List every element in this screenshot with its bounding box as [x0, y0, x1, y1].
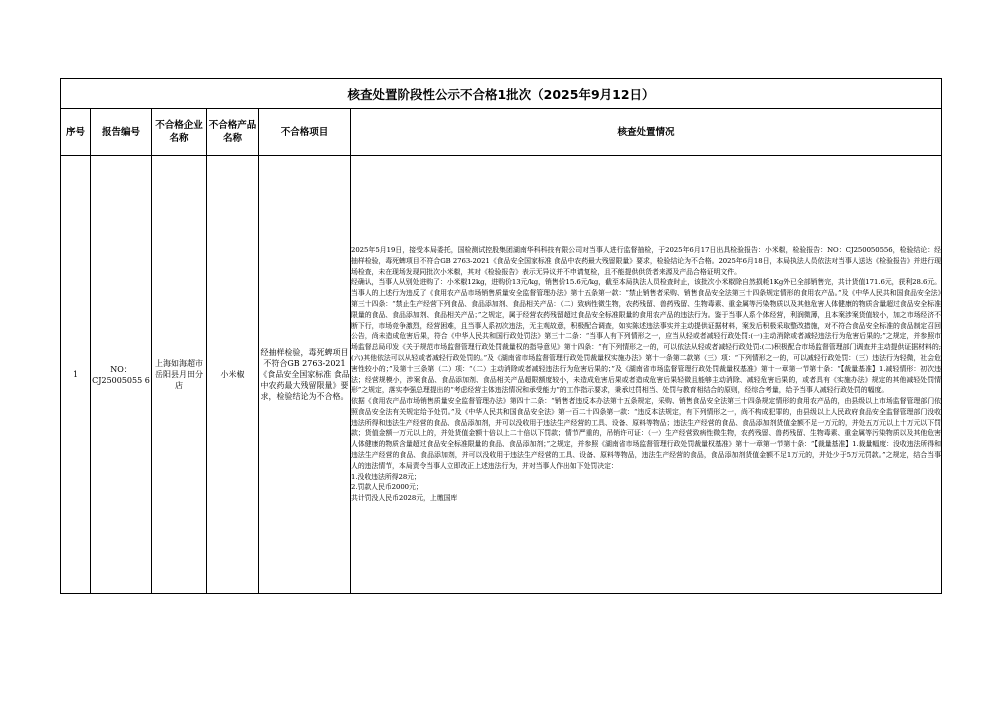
header-report-no: 报告编号	[91, 109, 152, 156]
header-product: 不合格产品名称	[207, 109, 259, 156]
situation-paragraph-3: 依据《食用农产品市场销售质量安全监督管理办法》第四十二条：“销售者违反本办法第十五条规定，采购、销售食品安全法第三十四条规定情形的食用农产品的，由县级以上市场监督管理部门依照食品安全法有关规定给予处罚。”及《中华人民共和国食品安全法》第一百二十四条第一款：“违反本法规定，有下列情形之一，尚不构成犯罪的，由县级以上人民政府食品安全监督管理部门没收违法所得和违法生产经营的食品、食品添加剂，并可以没收用于违法生产经营的工具、设备、原料等物品；违法生产经营的食品、食品添加剂货值金额不足一万元的，并处五万元以上十万元以下罚款；货值金额一万元以上的，并处货值金额十倍以上二十倍以下罚款；情节严重的，吊销许可证：（一）生产经营致病性微生物，农药残留、兽药残留、生物毒素、重金属等污染物质以及其他危害人体健康的物质含量超过食品安全标准限量的食品、食品添加剂；”之规定，并参照《湖南省市场监督管理行政处罚裁量权基准》第十一章第一节第十条：“【裁量基准】1.裁量幅度：没收违法所得和违法生产经营的食品、食品添加剂，并可以没收用于违法生产经营的工具、设备、原料等物品，违法生产经营的食品，食品添加剂货值金额不足1万元的，并处少于5万元罚款。”之规定，结合当事人的违法情节，本局责令当事人立即改正上述违法行为，并对当事人作出如下处罚决定：	[351, 397, 941, 470]
header-item: 不合格项目	[259, 109, 351, 156]
header-seq: 序号	[61, 109, 91, 156]
row-company: 上海如海超市岳阳县月田分店	[152, 156, 207, 594]
row-report-no: NO：CJ25005055 6	[91, 156, 152, 594]
disposal-table	[60, 78, 942, 594]
row-item: 经抽样检验，毒死蜱项目不符合GB 2763-2021《食品安全国家标准 食品中农药最大残留限量》要求，检验结论为不合格。	[259, 156, 351, 594]
situation-penalty-2: 2.罚款人民币2000元；	[351, 483, 423, 492]
row-seq: 1	[61, 156, 91, 594]
situation-paragraph-2: 经确认，当事人从别处进购了：小米椒12kg，进购价13元/kg，销售价15.6元/kg，截至本局执法人员检查时止，该批次小米椒除自然损耗1Kg外已全部销售完，共计货值171.6元，获利28.6元。当事人的上述行为违反了《食用农产品市场销售质量安全监督管理办法》第十五条第一款：“禁止销售者采购、销售食品安全法第三十四条规定情形的食用农产品。”及《中华人民共和国食品安全法》第三十四条：“禁止生产经营下列食品、食品添加剂、食品相关产品：（二）致病性微生物，农药残留、兽药残留、生物毒素、重金属等污染物质以及其他危害人体健康的物质含量超过食品安全标准限量的食品、食品添加剂、食品相关产品；”之规定，属于经营农药残留超过食品安全标准限量的食用农产品的违法行为。鉴于当事人系个体经营，利润微薄，且本案涉案货值较小，加之市场经济不断下行，市场竞争激烈，经营困难，且当事人系初次违法，无主观故意，积极配合调查，如实陈述违法事实并主动提供证据材料，案发后积极采取整改措施，对不符合食品安全标准的食品制定召回公告，尚未造成危害后果，符合《中华人民共和国行政处罚法》第三十二条：“当事人有下列情形之一，应当从轻或者减轻行政处罚:(一)主动消除或者减轻违法行为危害后果的;”之规定，并参照市场监督总局印发《关于规范市场监督管理行政处罚裁量权的指导意见》第十四条：“有下列情形之一的，可以依法从轻或者减轻行政处罚:(二)积极配合市场监督管理部门调查并主动提供证据材料的;(六)其他依法可以从轻或者减轻行政处罚的。”及《湖南省市场监督管理行政处罚裁量权实施办法》第十一条第二款第（三）项：“下列情形之一的，可以减轻行政处罚：（三）违法行为轻微，社会危害性较小的；”及第十三条第（二）项：“（二）主动消除或者减轻违法行为危害后果的；”及《湖南省市场监督管理行政处罚裁量权基准》第十一章第一节第十条：“【裁量基准】1.减轻情形：初次违法；经营规模小，涉案食品、食品添加剂、食品相关产品超限额度较小，未造成危害后果或者造成危害后果轻微且能够主动消除、减轻危害后果的，或者具有《实施办法》规定的其他减轻处罚情形”之规定，落实李强总理提出的“考虑经营主体违法情况和承受能力”的工作指示要求，秉承过罚相当、处罚与教育相结合的原则，经综合考量，给予当事人减轻行政处罚的幅度。	[351, 278, 941, 395]
row-situation	[351, 156, 942, 594]
situation-paragraph-1: 2025年5月19日，接受本局委托，国检测试控股集团湖南华科科技有限公司对当事人进行监督抽检，于2025年6月17日出具检验报告：小米椒，检验报告：NO：CJ250050556，检验结论：经抽样检验，毒死蜱项目不符合GB 2763-2021《食品安全国家标准 食品中农药最大残留限量》要求，检验结论为不合格。2025年6月18日，本局执法人员依法对当事人送达《检验报告》并进行现场检查，未在现场发现同批次小米椒，其对《检验报告》表示无异议并不申请复检，且不能提供供货者来源及产品合格证明文件。	[351, 245, 941, 276]
header-situation: 核查处置情况	[351, 109, 942, 156]
table-title: 核查处置阶段性公示不合格1批次（2025年9月12日）	[61, 79, 942, 109]
header-company: 不合格企业名称	[152, 109, 207, 156]
row-product: 小米椒	[207, 156, 259, 594]
situation-penalty-1: 1.没收违法所得28元；	[351, 472, 421, 481]
table-row	[61, 156, 942, 594]
situation-total: 共计罚没人民币2028元，上缴国库	[351, 494, 458, 503]
